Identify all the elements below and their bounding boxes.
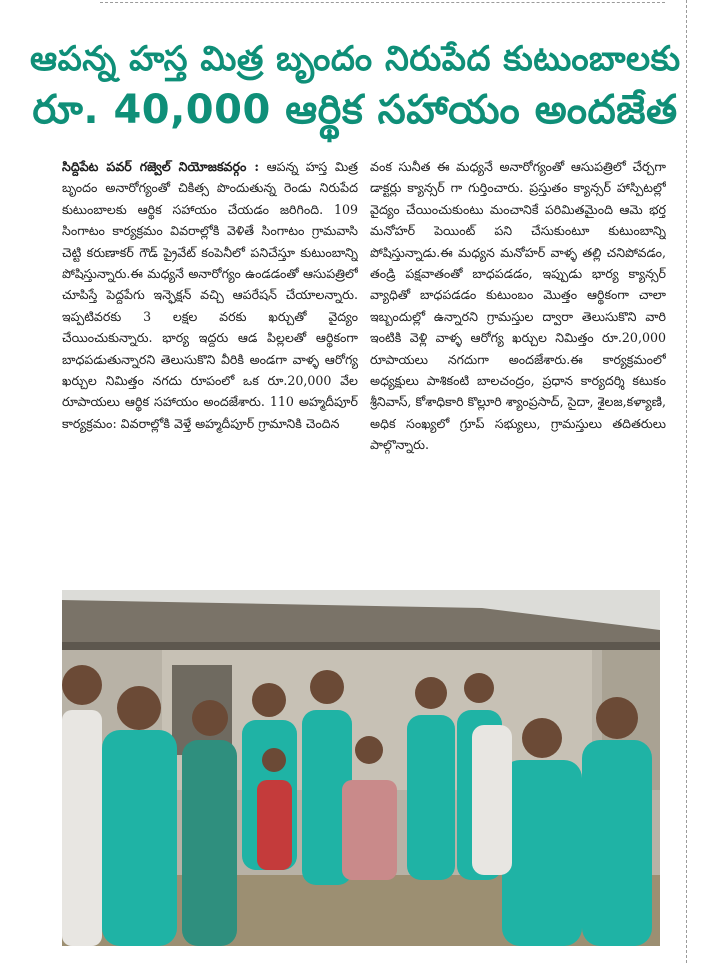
headline-line-1: ఆపన్న హస్త మిత్ర బృందం నిరుపేద కుటుంబాలకు — [30, 39, 681, 79]
article-right-body: వంక సునీత ఈ మధ్యనే అనారోగ్యంతో ఆసుపత్రిలో చేర్చగా డాక్టర్లు క్యాన్సర్ గా గుర్తించారు. ప్రస్తుతం క్యాన్సర్ హాస్పిటల్లో వైద్యం చేయించుకుంటు మంచానికే పరిమితమైంది ఆమె భర్త మనోహర్ పెయింట్ పని చేసుకుంటూ కుటుంబాన్ని పోషిస్తున్నాడు.ఈ మధ్యన మనోహర్ వాళ్ళ తల్లి చనిపోవడం, తండ్రి పక్షవాతంతో బాధపడడం, ఇప్పుడు భార్య క్యాన్సర్ వ్యాధితో బాధపడడం కుటుంబం మొత్తం ఆర్థికంగా చాలా ఇబ్బందుల్లో ఉన్నారని గ్రామస్తుల ద్వారా తెలుసుకొని వారి ఇంటికి వెళ్లి వాళ్ళ ఆరోగ్య ఖర్చుల నిమిత్తం రూ.20,000 రూపాయలు నగదుగా అందజేశారు.ఈ కార్యక్రమంలో అధ్యక్షులు పాశికంటి బాలచంద్రం, ప్రధాన కార్యదర్శి కటుకం శ్రీనివాస్, కోశాధికారి కొల్లూరి శ్యాంప్రసాద్, సైదా, శైలజ,కళ్యాణి, అధిక సంఖ్యలో గ్రూప్ సభ్యులు, గ్రామస్తులు తదితరులు పాల్గొన్నారు. — [370, 159, 666, 453]
article-left-body: ఆపన్న హస్త మిత్ర బృందం అనారోగ్యంతో చికిత్స పొందుతున్న రెండు నిరుపేద కుటుంబాలకు ఆర్థిక సహాయం చేయడం జరిగింది. 109 సింగాటం కార్యక్రమం వివరాల్లోకి వెళితే సింగాటం గ్రామవాసి చెట్టి కరుణాకర్ గౌడ్ ప్రైవేట్ కంపెనీలో పనిచేస్తూ కుటుంబాన్ని పోషిస్తున్నారు.ఈ మధ్యనే అనారోగ్యం ఉండడంతో ఆసుపత్రిలో చూపిస్తే పెద్దపేగు ఇన్ఫెక్షన్ వచ్చి ఆపరేషన్ చేయాలన్నారు. ఇప్పటివరకు 3 లక్షల వరకు ఖర్చుతో వైద్యం చేయించుకున్నారు. భార్య ఇద్దరు ఆడ పిల్లలతో ఆర్థికంగా బాధపడుతున్నారని తెలుసుకొని వీరికి అండగా వాళ్ళ ఆరోగ్య ఖర్చుల నిమిత్తం నగదు రూపంలో ఒక రూ.20,000 వేల రూపాయలు ఆర్థిక సహాయం అందజేశారు. 110 అహ్మదీపూర్ కార్యక్రమం: వివరాల్లోకి వెళ్తే అహ్మదీపూర్ గ్రామానికి చెందిన — [62, 159, 358, 431]
headline-line-2: రూ. 40,000 ఆర్థిక సహాయం అందజేత — [32, 87, 678, 133]
right-dashed-rule — [686, 0, 687, 963]
group-photo — [62, 590, 660, 946]
headline — [30, 36, 680, 138]
article-column-left — [62, 156, 358, 584]
article-dateline: సిద్దిపేట పవర్ గజ్వెల్ నియోజకవర్గం : — [62, 159, 259, 174]
top-dashed-rule — [100, 2, 665, 3]
group-photo-illustration — [62, 590, 660, 946]
article-column-right — [370, 156, 666, 584]
